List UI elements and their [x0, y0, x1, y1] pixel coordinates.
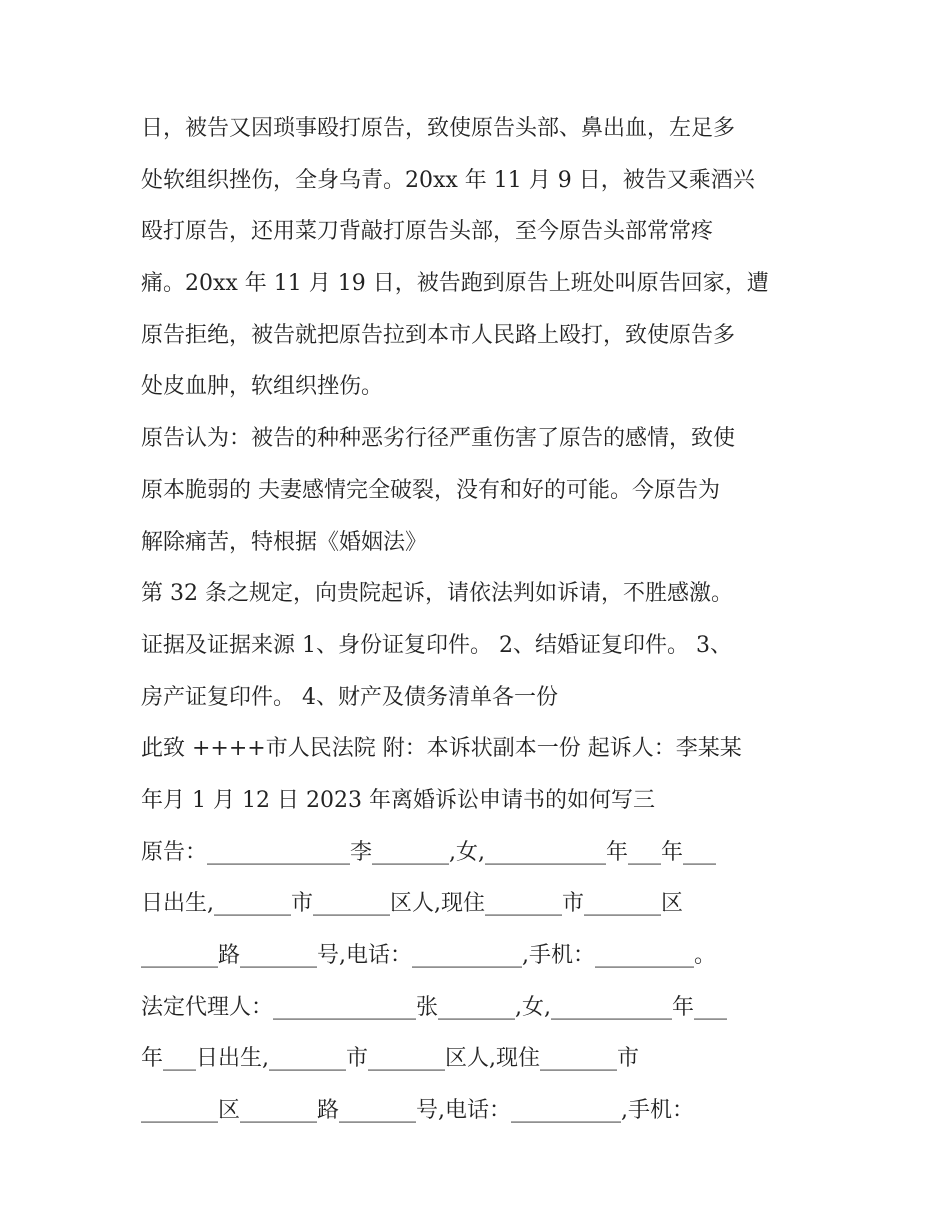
text-line: 第 32 条之规定，向贵院起诉，请依法判如诉请，不胜感激。: [141, 581, 733, 607]
text-line: 处软组织挫伤，全身乌青。20xx 年 11 月 9 日，被告又乘酒兴: [141, 167, 755, 193]
text-line: 日出生,_______市_______区人,现住_______市_______区: [141, 891, 683, 917]
text-line: 证据及证据来源 1、身份证复印件。 2、结婚证复印件。 3、: [141, 632, 732, 658]
text-line: 原告认为：被告的种种恶劣行径严重伤害了原告的感情，致使: [141, 426, 736, 452]
text-line: 解除痛苦，特根据《婚姻法》: [141, 529, 428, 555]
text-line: 法定代理人：_____________张_______,女,___________年___: [141, 994, 727, 1020]
text-line: 此致 ++++市人民法院 附：本诉状副本一份 起诉人：李某某: [141, 736, 742, 762]
text-line: 处皮血肿，软组织挫伤。: [141, 374, 384, 400]
text-line: 年月 1 月 12 日 2023 年离婚诉讼申请书的如何写三: [141, 787, 655, 813]
text-line: 痛。20xx 年 11 月 19 日，被告跑到原告上班处叫原告回家，遭: [141, 271, 769, 297]
text-line: 年___日出生,_______市_______区人,现住_______市: [141, 1046, 639, 1072]
document-body: [141, 108, 821, 1142]
text-line: 原本脆弱的 夫妻感情完全破裂，没有和好的可能。今原告为: [141, 477, 720, 503]
text-line: 原告拒绝，被告就把原告拉到本市人民路上殴打，致使原告多: [141, 322, 736, 348]
text-line: 日，被告又因琐事殴打原告，致使原告头部、鼻出血，左足多: [141, 116, 736, 141]
text-line: 原告：_____________李_______,女,___________年___年___: [141, 839, 716, 865]
text-line: _______路_______号,电话：__________,手机：_________。: [141, 943, 716, 968]
text-line: 殴打原告，还用菜刀背敲打原告头部，至今原告头部常常疼: [141, 219, 714, 245]
text-line: _______区_______路_______号,电话：__________,手机：: [141, 1098, 694, 1124]
text-line: 房产证复印件。 4、财产及债务清单各一份: [141, 684, 558, 710]
